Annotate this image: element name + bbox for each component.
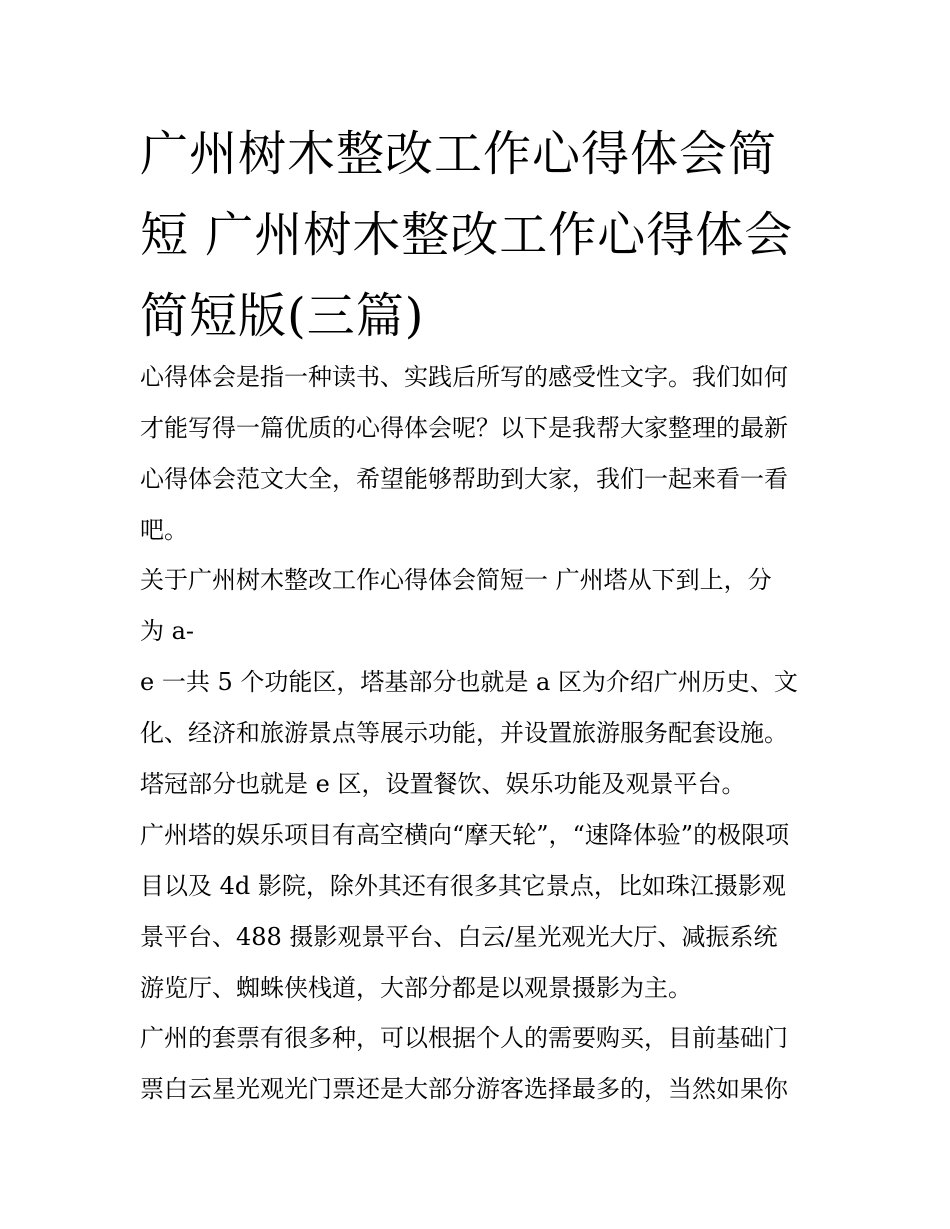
text-line: 游览厅、蜘蛛侠栈道，大部分都是以观景摄影为主。 [140, 974, 692, 1002]
text-line: 吧。 [140, 516, 188, 544]
text-line: 为 a- [140, 617, 195, 645]
text-line: 广州的套票有很多种，可以根据个人的需要购买，目前基础门 [140, 1024, 788, 1052]
paragraph-intro [140, 352, 830, 556]
text-line: 化、经济和旅游景点等展示功能，并设置旅游服务配套设施。 [140, 719, 788, 747]
title-line: 广州树木整改工作心得体会简 [140, 126, 778, 182]
title-line: 简短版(三篇) [140, 288, 425, 344]
document-title [140, 114, 820, 357]
title-line: 短 广州树木整改工作心得体会 [140, 207, 794, 263]
text-line: 票白云星光观光门票还是大部分游客选择最多的，当然如果你 [140, 1075, 788, 1103]
paragraph-section-one [140, 555, 830, 657]
text-line: 目以及 4d 影院，除外其还有很多其它景点，比如珠江摄影观 [140, 872, 786, 900]
text-line: 才能写得一篇优质的心得体会呢？以下是我帮大家整理的最新 [140, 414, 788, 442]
paragraph-function-zones [140, 657, 830, 810]
paragraph-attractions [140, 810, 830, 1014]
text-line: 心得体会是指一种读书、实践后所写的感受性文字。我们如何 [140, 363, 788, 391]
text-line: 关于广州树木整改工作心得体会简短一 广州塔从下到上，分 [140, 566, 772, 594]
text-line: e 一共 5 个功能区，塔基部分也就是 a 区为介绍广州历史、文 [140, 668, 798, 696]
text-line: 塔冠部分也就是 e 区，设置餐饮、娱乐功能及观景平台。 [140, 770, 746, 798]
text-line: 景平台、488 摄影观景平台、白云/星光观光大厅、减振系统 [140, 923, 778, 951]
text-line: 广州塔的娱乐项目有高空横向“摩天轮”，“速降体验”的极限项 [140, 821, 790, 849]
text-line: 心得体会范文大全，希望能够帮助到大家，我们一起来看一看 [140, 465, 788, 493]
paragraph-tickets [140, 1013, 830, 1115]
